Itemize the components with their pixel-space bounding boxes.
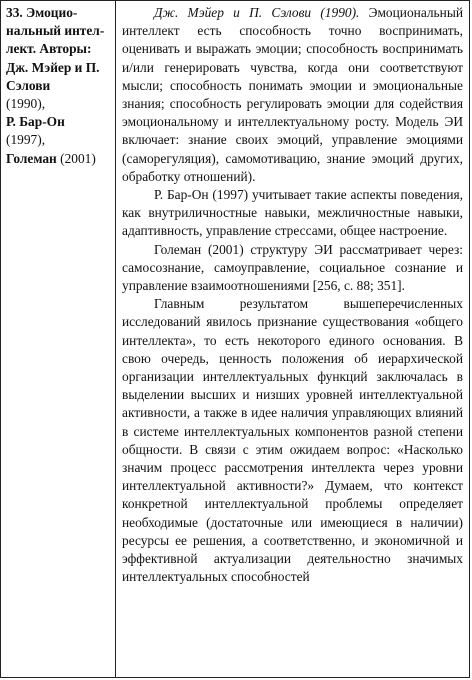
paragraph-conclusion: Главным результатом вышеперечисленных исследований явилось признание существования «общего интеллекта», то есть некоторого единого основания. В свою очередь, ценность положения об иерархической организации интеллектуальных функций заключалась в выделении высших и низших уровней интеллектуальной активности, а также в идее наличия управляющих влияний в системе интеллектуальных компонентов разной степени общности. В связи с этим ожидаем вопрос: «Насколько значим процесс рассмотрения интеллекта через уровни интеллектуальной активности?» Думаем, что контекст конкретной интеллектуальной проблемы определяет необходимые (достаточные или имеющиеся в наличии) ресурсы ее решения, а соответственно, и экономичной и эффективной актуализации деятельностно значимых интеллектуальных способностей [122,296,463,585]
paragraph-1-text: Эмоциональный интеллект есть способность точно воспринимать, оценивать и выражать эмоции; способность воспринимать и/или генерировать чувства, когда они соответствуют мысли; способность понимать эмоции и эмоциональные знания; способность регулировать эмоции для содействия эмоциональному и интеллектуальному росту. Модель ЭИ включает: знание своих эмоций, управление эмоциями (саморегуляция), самомотивацию, знание эмоций других, обработку отношений). [122,5,463,184]
author-goleman: Големан [6,150,57,166]
term-title: 33. Эмоцио-нальный интел-лект. Авторы: [6,5,105,57]
author-bar-on: Р. Бар-Он [6,114,65,130]
citation-mayer-salovey: Дж. Мэйер и П. Сэлови (1990). [154,5,360,20]
paragraph-mayer-salovey [122,4,463,186]
year-2001: (2001) [60,150,96,166]
year-1990: (1990), [6,96,46,112]
year-1997: (1997), [6,132,46,148]
term-cell [1,1,116,677]
paragraph-bar-on: Р. Бар-Он (1997) учитывает такие аспекты поведения, как внутриличностные навыки, межличностные навыки, адаптивность, управление стрессами, общее настроение. [122,187,463,239]
author-mayer-salovey: Дж. Мэйер и П. Сэлови [6,59,100,93]
description-cell [116,1,469,677]
paragraph-goleman: Големан (2001) структуру ЭИ рассматривает через: самосознание, самоуправление, социальное сознание и управление взаимоотношениями [256, с. 88; 351]. [122,241,463,294]
